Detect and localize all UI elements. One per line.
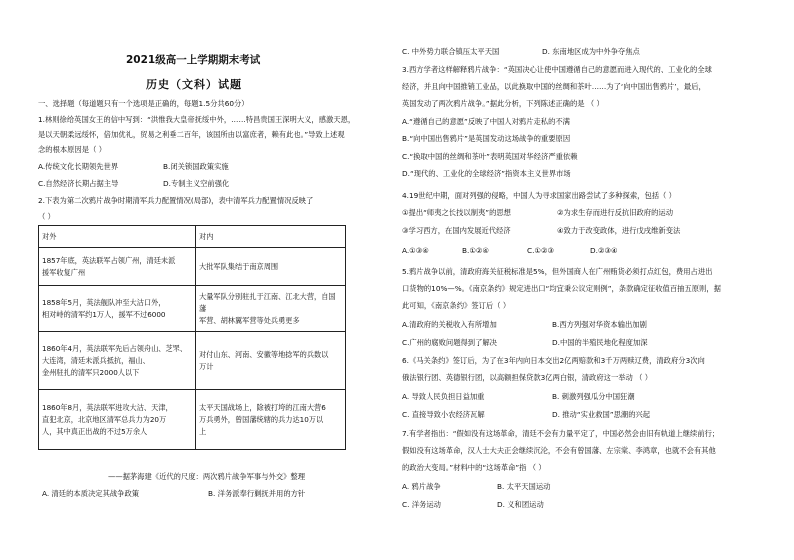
q7-stem-line1: 7.有学者指出：“假如没有这场革命，清廷不会有力量平定了，中国必然会由旧有轨道上继续前行；	[402, 429, 720, 438]
q4-item-3: ③学习西方，在国内发展近代经济	[402, 226, 511, 235]
q3-stem-line1: 3.西方学者这样解释鸦片战争：“英国决心让使中国遵循自己的意愿而进入现代的、工业化的全球	[402, 65, 712, 74]
q1-option-c: C.自然经济长期占据主导	[38, 179, 119, 188]
q6-option-d: D. 推动“实业救国”思潮的兴起	[552, 410, 651, 419]
q4-option-b: B.①②④	[462, 246, 489, 255]
q6-stem-line1: 6.《马关条约》签订后，为了在3年内向日本交出2亿两赔款和3千万两赎辽费，清政府分3次向	[402, 356, 705, 365]
q4-item-2: ②为求生存而进行反抗旧政府的运动	[557, 208, 673, 217]
q3-option-a: A.“遵循自己的意愿”反映了中国人对鸦片走私的不满	[402, 117, 570, 126]
exam-title: 2021级高一上学期期末考试	[126, 54, 261, 66]
q5-stem-line2: 口货物的10%—%。《南京条约》规定进出口“均宜秉公议定则例”，条款确定征收值百抽五原则，据	[402, 284, 721, 293]
q3-option-d: D.“现代的、工业化的全球经济”指资本主义世界市场	[402, 169, 571, 178]
q6-option-c: C. 直接导致小农经济瓦解	[402, 410, 485, 419]
q2-option-b: B. 洋务派奉行剿抚并用的方针	[208, 489, 306, 498]
table-row: 1858年5月，英法舰队冲至大沽口外， 相对峙的清军约1万人，援军不过6000 大量军队分别驻扎于江南、江北大营，自国藩 军营、胡林翼军营等处兵勇更多	[39, 286, 346, 332]
q6-option-b: B. 刺激列强瓜分中国狂潮	[552, 392, 635, 401]
q5-option-c: C.广州的腐败问题得到了解决	[402, 338, 497, 347]
q4-item-1: ①提出“师夷之长技以制夷”的思想	[402, 208, 511, 217]
q2-option-d: D. 东南地区成为中外争夺焦点	[542, 47, 640, 56]
table-row: 1860年8月，英法联军进攻大沽、天津， 直犯北京，北京地区清军总兵力为20万 人，其中真正出战的不过5万余人 太平天国战场上，除被打垮的江南大营6 万兵勇外，曾国藩统辖的兵力达10万以 上	[39, 390, 346, 450]
q2-table	[38, 225, 346, 450]
q5-stem-line1: 5.鸦片战争以前，清政府海关征税标准是5%，但外国商人在广州贿货必须打点红包，费用占进出	[402, 267, 713, 276]
q1-option-a: A.传统文化长期领先世界	[38, 162, 119, 171]
q6-stem-line2: 俄法银行团、英德银行团，以高额担保贷款3亿两白银，清政府这一举动 （ ）	[402, 373, 653, 382]
q3-stem-line3: 英国发动了两次鸦片战争。”据此分析，下列陈述正确的是 （ ）	[402, 99, 604, 108]
q3-option-c: C.“换取中国的丝绸和茶叶”表明英国对华经济严重依赖	[402, 152, 578, 161]
section-heading: 一、选择题（每道题只有一个选项是正确的，每题1.5分共60分）	[38, 99, 249, 108]
q2-stem-line2: （ ）	[38, 212, 55, 221]
table-row: 1860年4月，英法联军先后占领舟山、芝罘、 大连湾，清廷未派兵抵抗，福山、 金州驻扎的清军只2000人以下 对付山东、河南、安徽等地捻军的兵数以 万计	[39, 332, 346, 390]
q7-option-a: A. 鸦片战争	[402, 482, 441, 491]
q5-stem-line3: 此可知，《南京条约》签订后（ ）	[402, 301, 511, 310]
table-row: 1857年底，英法联军占领广州，清廷未派 援军收复广州 大批军队集结于南京周围	[39, 248, 346, 286]
q4-option-c: C.①②③	[527, 246, 555, 255]
q1-stem-line1: 1.林则徐给英国女王的信中写到：“洪惟我大皇帝抚绥中外，……特昌贵国王深明大义，感激天恩，	[38, 115, 356, 124]
q7-stem-line2: 假如没有这场革命，汉人士大夫正会继续沉沦，不会有曾国藩、左宗棠、李鸿章，也就不会有其他	[402, 446, 716, 455]
q1-option-d: D.专制主义空前强化	[163, 179, 230, 188]
q4-option-d: D.②③④	[590, 246, 618, 255]
q1-option-b: B.闭关锁国政策实施	[163, 162, 229, 171]
table-header-cell: 对内	[196, 226, 346, 248]
q4-option-a: A.①③④	[402, 246, 429, 255]
subject-title: 历史（文科）试题	[146, 78, 242, 91]
q1-stem-line2: 是以天朝柔远绥怀，倍加优礼，贸易之利垂二百年，该国所由以富庶者，赖有此也。”导致上述观	[38, 130, 345, 139]
q5-option-d: D.中国的半殖民地化程度加深	[552, 338, 648, 347]
q6-option-a: A. 导致人民负担日益加重	[402, 392, 485, 401]
table-header-cell: 对外	[39, 226, 196, 248]
q4-item-4: ④致力于改变政体，进行戊戌维新变法	[557, 226, 681, 235]
q3-stem-line2: 经济，并且向中国推销工业品，以此换取中国的丝绸和茶叶……为了‘向中国出售鸦片’，最后，	[402, 82, 706, 91]
q5-option-b: B.西方列强对华资本输出加剧	[552, 320, 647, 329]
q3-option-b: B.“向中国出售鸦片”是英国发动这场战争的重要原因	[402, 134, 571, 143]
q5-option-a: A.清政府的关税收入有所增加	[402, 320, 497, 329]
q7-option-c: C. 洋务运动	[402, 500, 441, 509]
q2-source: ——据茅海建《近代的尺度：两次鸦片战争军事与外交》整理	[108, 472, 306, 481]
q7-option-d: D. 义和团运动	[497, 500, 544, 509]
q2-option-c: C. 中外势力联合镇压太平天国	[402, 47, 500, 56]
q2-option-a: A. 清廷的本质决定其战争政策	[42, 489, 140, 498]
q2-stem-line1: 2.下表为第二次鸦片战争时期清军兵力配置情况(局部)，表中清军兵力配置情况反映了	[38, 196, 314, 205]
q4-stem: 4.19世纪中期，面对列强的侵略，中国人为寻求国家出路尝试了多种探索，包括（ ）	[402, 191, 676, 200]
q7-option-b: B. 太平天国运动	[497, 482, 551, 491]
q1-stem-line3: 念的根本原因是（ ）	[38, 145, 106, 154]
q7-stem-line3: 的政治大变局。”材料中的“这场革命”指 （ ）	[402, 463, 546, 472]
